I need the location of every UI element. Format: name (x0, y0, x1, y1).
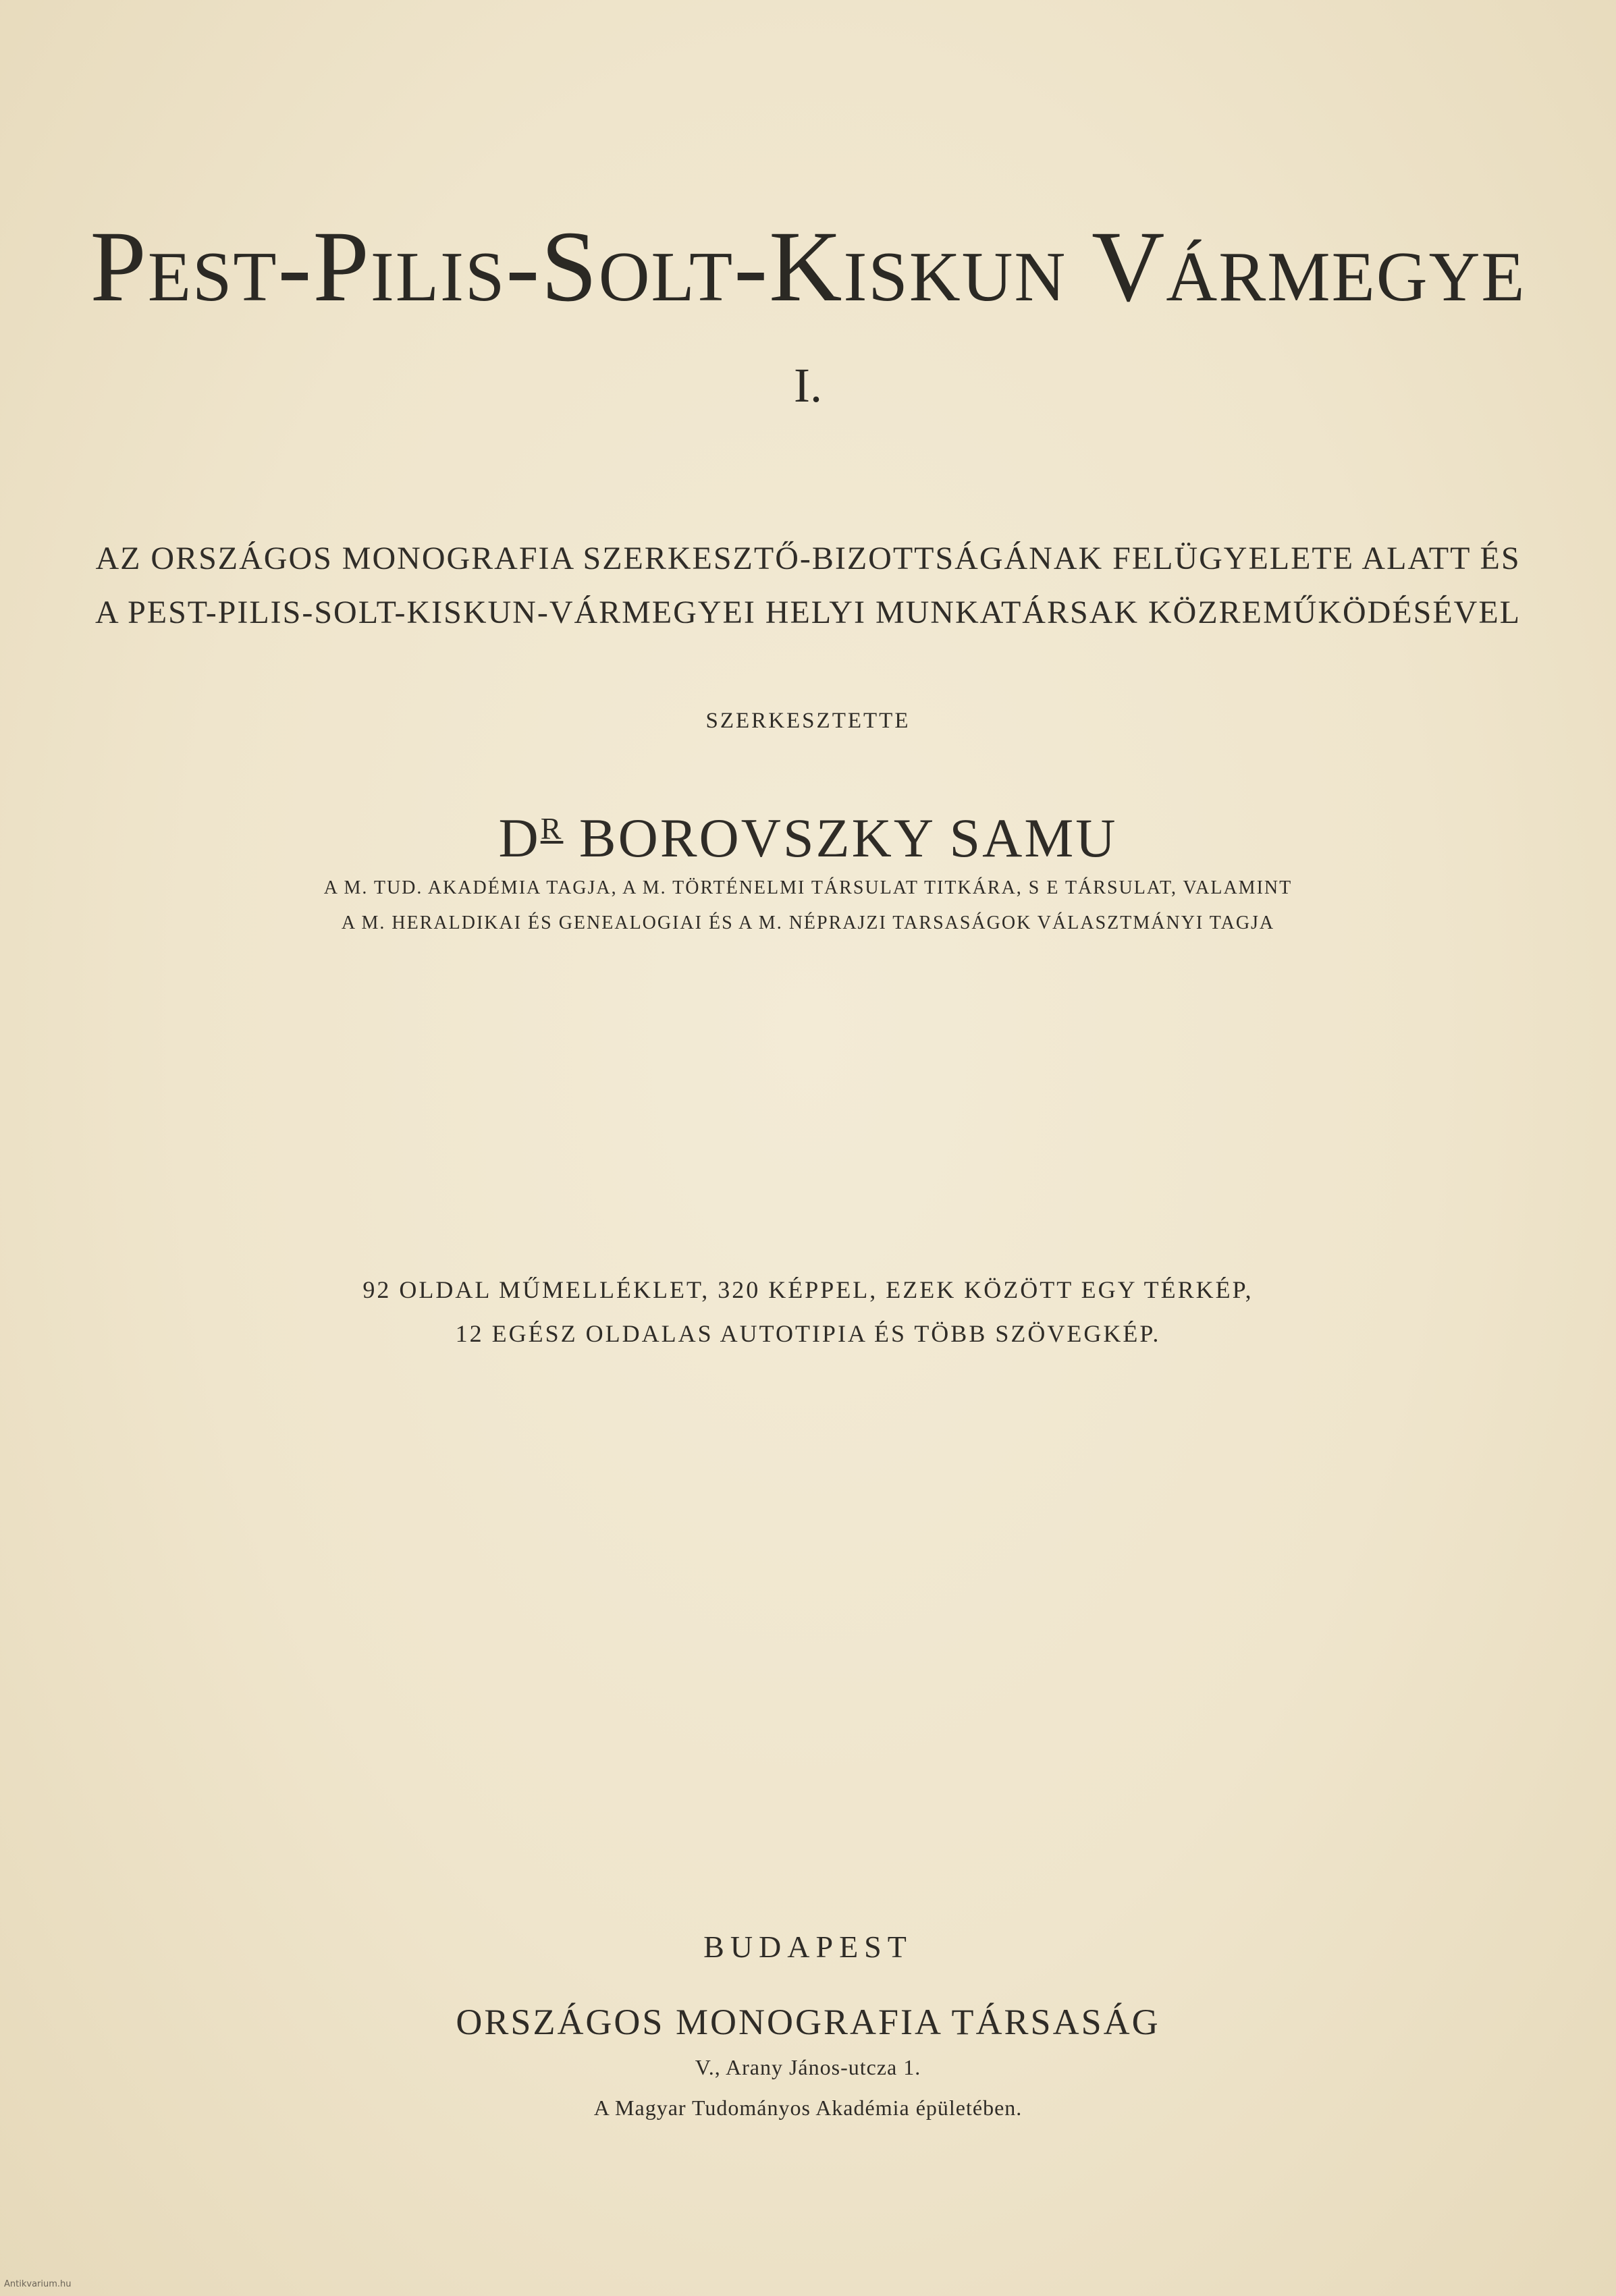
editor-title-superscript: R (540, 811, 564, 846)
imprint-address-1: V., Arany János-utcza 1. (695, 2055, 921, 2079)
editor-affiliation-2: A M. HERALDIKAI ÉS GENEALOGIAI ÉS A M. NÉPRAJZI TARSASÁGOK VÁLASZTMÁNYI TAGJA (341, 912, 1275, 933)
supervision-line-2: A PEST-PILIS-SOLT-KISKUN-VÁRMEGYEI HELYI MUNKATÁRSAK KÖZREMŰKÖDÉSÉVEL (95, 595, 1521, 630)
editor-affiliation-1: A M. TUD. AKADÉMIA TAGJA, A M. TÖRTÉNELMI TÁRSULAT TITKÁRA, S E TÁRSULAT, VALAMINT (323, 877, 1293, 898)
watermark: Antikvarium.hu (4, 2279, 72, 2289)
book-title: Pest-Pilis-Solt-Kiskun Vármegye (90, 211, 1526, 323)
illustrations-line-1: 92 OLDAL MŰMELLÉKLET, 320 KÉPPEL, EZEK KÖZÖTT EGY TÉRKÉP, (362, 1276, 1254, 1303)
imprint-publisher: ORSZÁGOS MONOGRAFIA TÁRSASÁG (456, 2002, 1160, 2042)
imprint-city: BUDAPEST (703, 1930, 913, 1964)
supervision-line-1: AZ ORSZÁGOS MONOGRAFIA SZERKESZTŐ-BIZOTTSÁGÁNAK FELÜGYELETE ALATT ÉS (95, 541, 1521, 576)
edited-by-label: SZERKESZTETTE (705, 709, 911, 733)
illustrations-line-2: 12 EGÉSZ OLDALAS AUTOTIPIA ÉS TÖBB SZÖVEGKÉP. (455, 1320, 1161, 1347)
editor-name: BOROVSZKY SAMU (578, 807, 1118, 869)
volume-number: I. (794, 358, 822, 412)
editor-title-prefix: D (498, 807, 541, 869)
editor-name-line (0, 807, 1616, 870)
imprint-address-2: A Magyar Tudományos Akadémia épületében. (593, 2096, 1023, 2120)
